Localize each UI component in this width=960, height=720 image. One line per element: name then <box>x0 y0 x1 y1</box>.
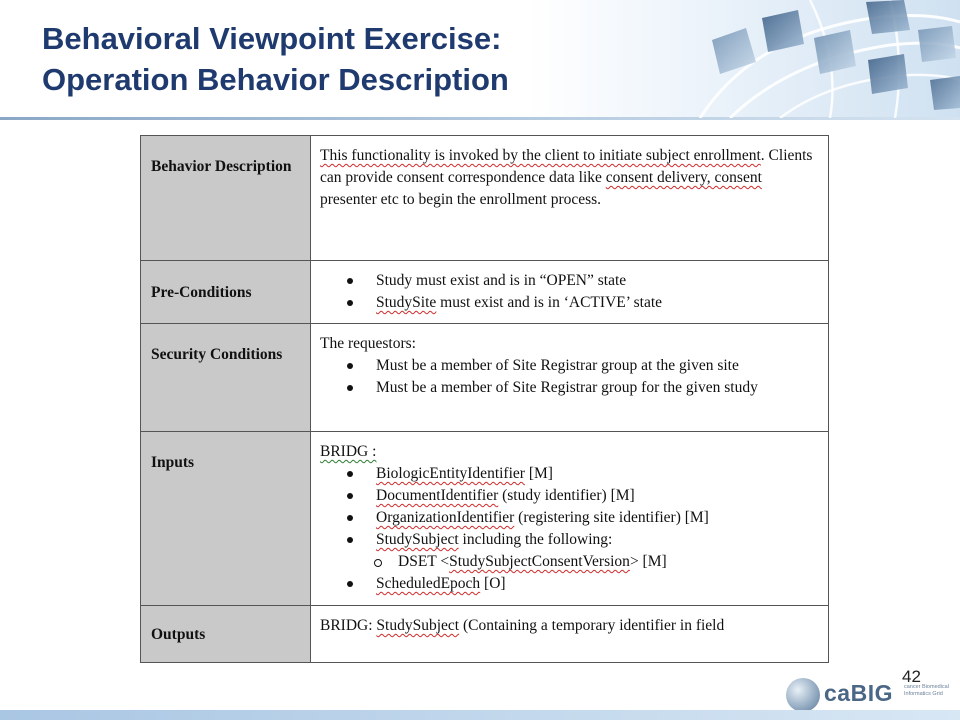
sub-prefix: DSET < <box>398 553 450 570</box>
behavior-table <box>140 135 829 663</box>
security-intro: The requestors: <box>320 335 416 352</box>
row-label-outputs: Outputs <box>141 606 311 663</box>
table-row <box>141 136 829 261</box>
input-term: BiologicEntityIdentifier <box>376 465 525 482</box>
outputs-prefix: BRIDG: <box>320 617 377 634</box>
logo-tagline-1: cancer Biomedical <box>904 684 949 690</box>
inputs-intro: BRIDG : <box>320 443 377 460</box>
preconditions-list <box>320 270 820 314</box>
input-rest: [O] <box>480 575 506 592</box>
input-term: OrganizationIdentifier <box>376 509 515 526</box>
inputs-content <box>311 432 829 606</box>
outputs-rest: (Containing a temporary identifier in field <box>459 617 725 634</box>
row-label-inputs: Inputs <box>141 432 311 606</box>
table-row <box>141 324 829 432</box>
logo-tagline <box>904 684 956 698</box>
behavior-text-4: presenter etc to begin the enrollment process. <box>320 191 602 208</box>
row-label-preconditions: Pre-Conditions <box>141 261 311 324</box>
logo-tagline-2: Informatics Grid <box>904 691 943 697</box>
page-number: 42 <box>902 667 921 686</box>
list-item: Must be a member of Site Registrar group for the given study <box>320 377 820 399</box>
sub-list-item <box>320 551 820 573</box>
security-list <box>320 355 820 399</box>
input-rest: including the following: <box>458 531 613 548</box>
table-row <box>141 261 829 324</box>
list-item <box>320 292 820 314</box>
input-term: DocumentIdentifier <box>376 487 499 504</box>
row-label-security: Security Conditions <box>141 324 311 432</box>
input-rest: (registering site identifier) [M] <box>514 509 709 526</box>
title-line-2: Operation Behavior Description <box>42 62 509 97</box>
behavior-text-2: . Clients can provide consent correspondence data like <box>320 147 813 186</box>
cabig-logo <box>786 678 956 714</box>
item-text: must exist and is in ‘ACTIVE’ state <box>436 294 663 311</box>
table-row <box>141 606 829 663</box>
inputs-sublist <box>320 551 820 573</box>
list-item <box>320 529 820 573</box>
row-label-behavior: Behavior Description <box>141 136 311 261</box>
logo-brand: caBIG <box>824 680 893 706</box>
preconditions-content <box>311 261 829 324</box>
input-rest: (study identifier) [M] <box>498 487 635 504</box>
input-term: ScheduledEpoch <box>376 575 481 592</box>
list-item <box>320 485 820 507</box>
logo-globe-icon <box>786 678 820 712</box>
list-item <box>320 463 820 485</box>
input-term: StudySubject <box>376 531 459 548</box>
behavior-text-3: consent delivery, consent <box>605 169 762 186</box>
input-rest: [M] <box>524 465 553 482</box>
term-studysite: StudySite <box>376 294 437 311</box>
list-item <box>320 507 820 529</box>
outputs-term: StudySubject <box>376 617 460 634</box>
sub-term: StudySubjectConsentVersion <box>449 553 630 570</box>
footer-bar <box>0 710 960 720</box>
title-line-1: Behavioral Viewpoint Exercise: <box>42 21 502 56</box>
security-content <box>311 324 829 432</box>
list-item <box>320 573 820 595</box>
table-row <box>141 432 829 606</box>
sub-suffix: > [M] <box>629 553 667 570</box>
slide-title <box>42 18 509 100</box>
inputs-list <box>320 463 820 595</box>
behavior-text-1: This functionality is invoked by the client to initiate subject enrollment <box>320 147 761 164</box>
behavior-description <box>311 136 829 261</box>
list-item: Study must exist and is in “OPEN” state <box>320 270 820 292</box>
globe-graphic <box>690 0 960 118</box>
outputs-content <box>311 606 829 663</box>
list-item: Must be a member of Site Registrar group at the given site <box>320 355 820 377</box>
